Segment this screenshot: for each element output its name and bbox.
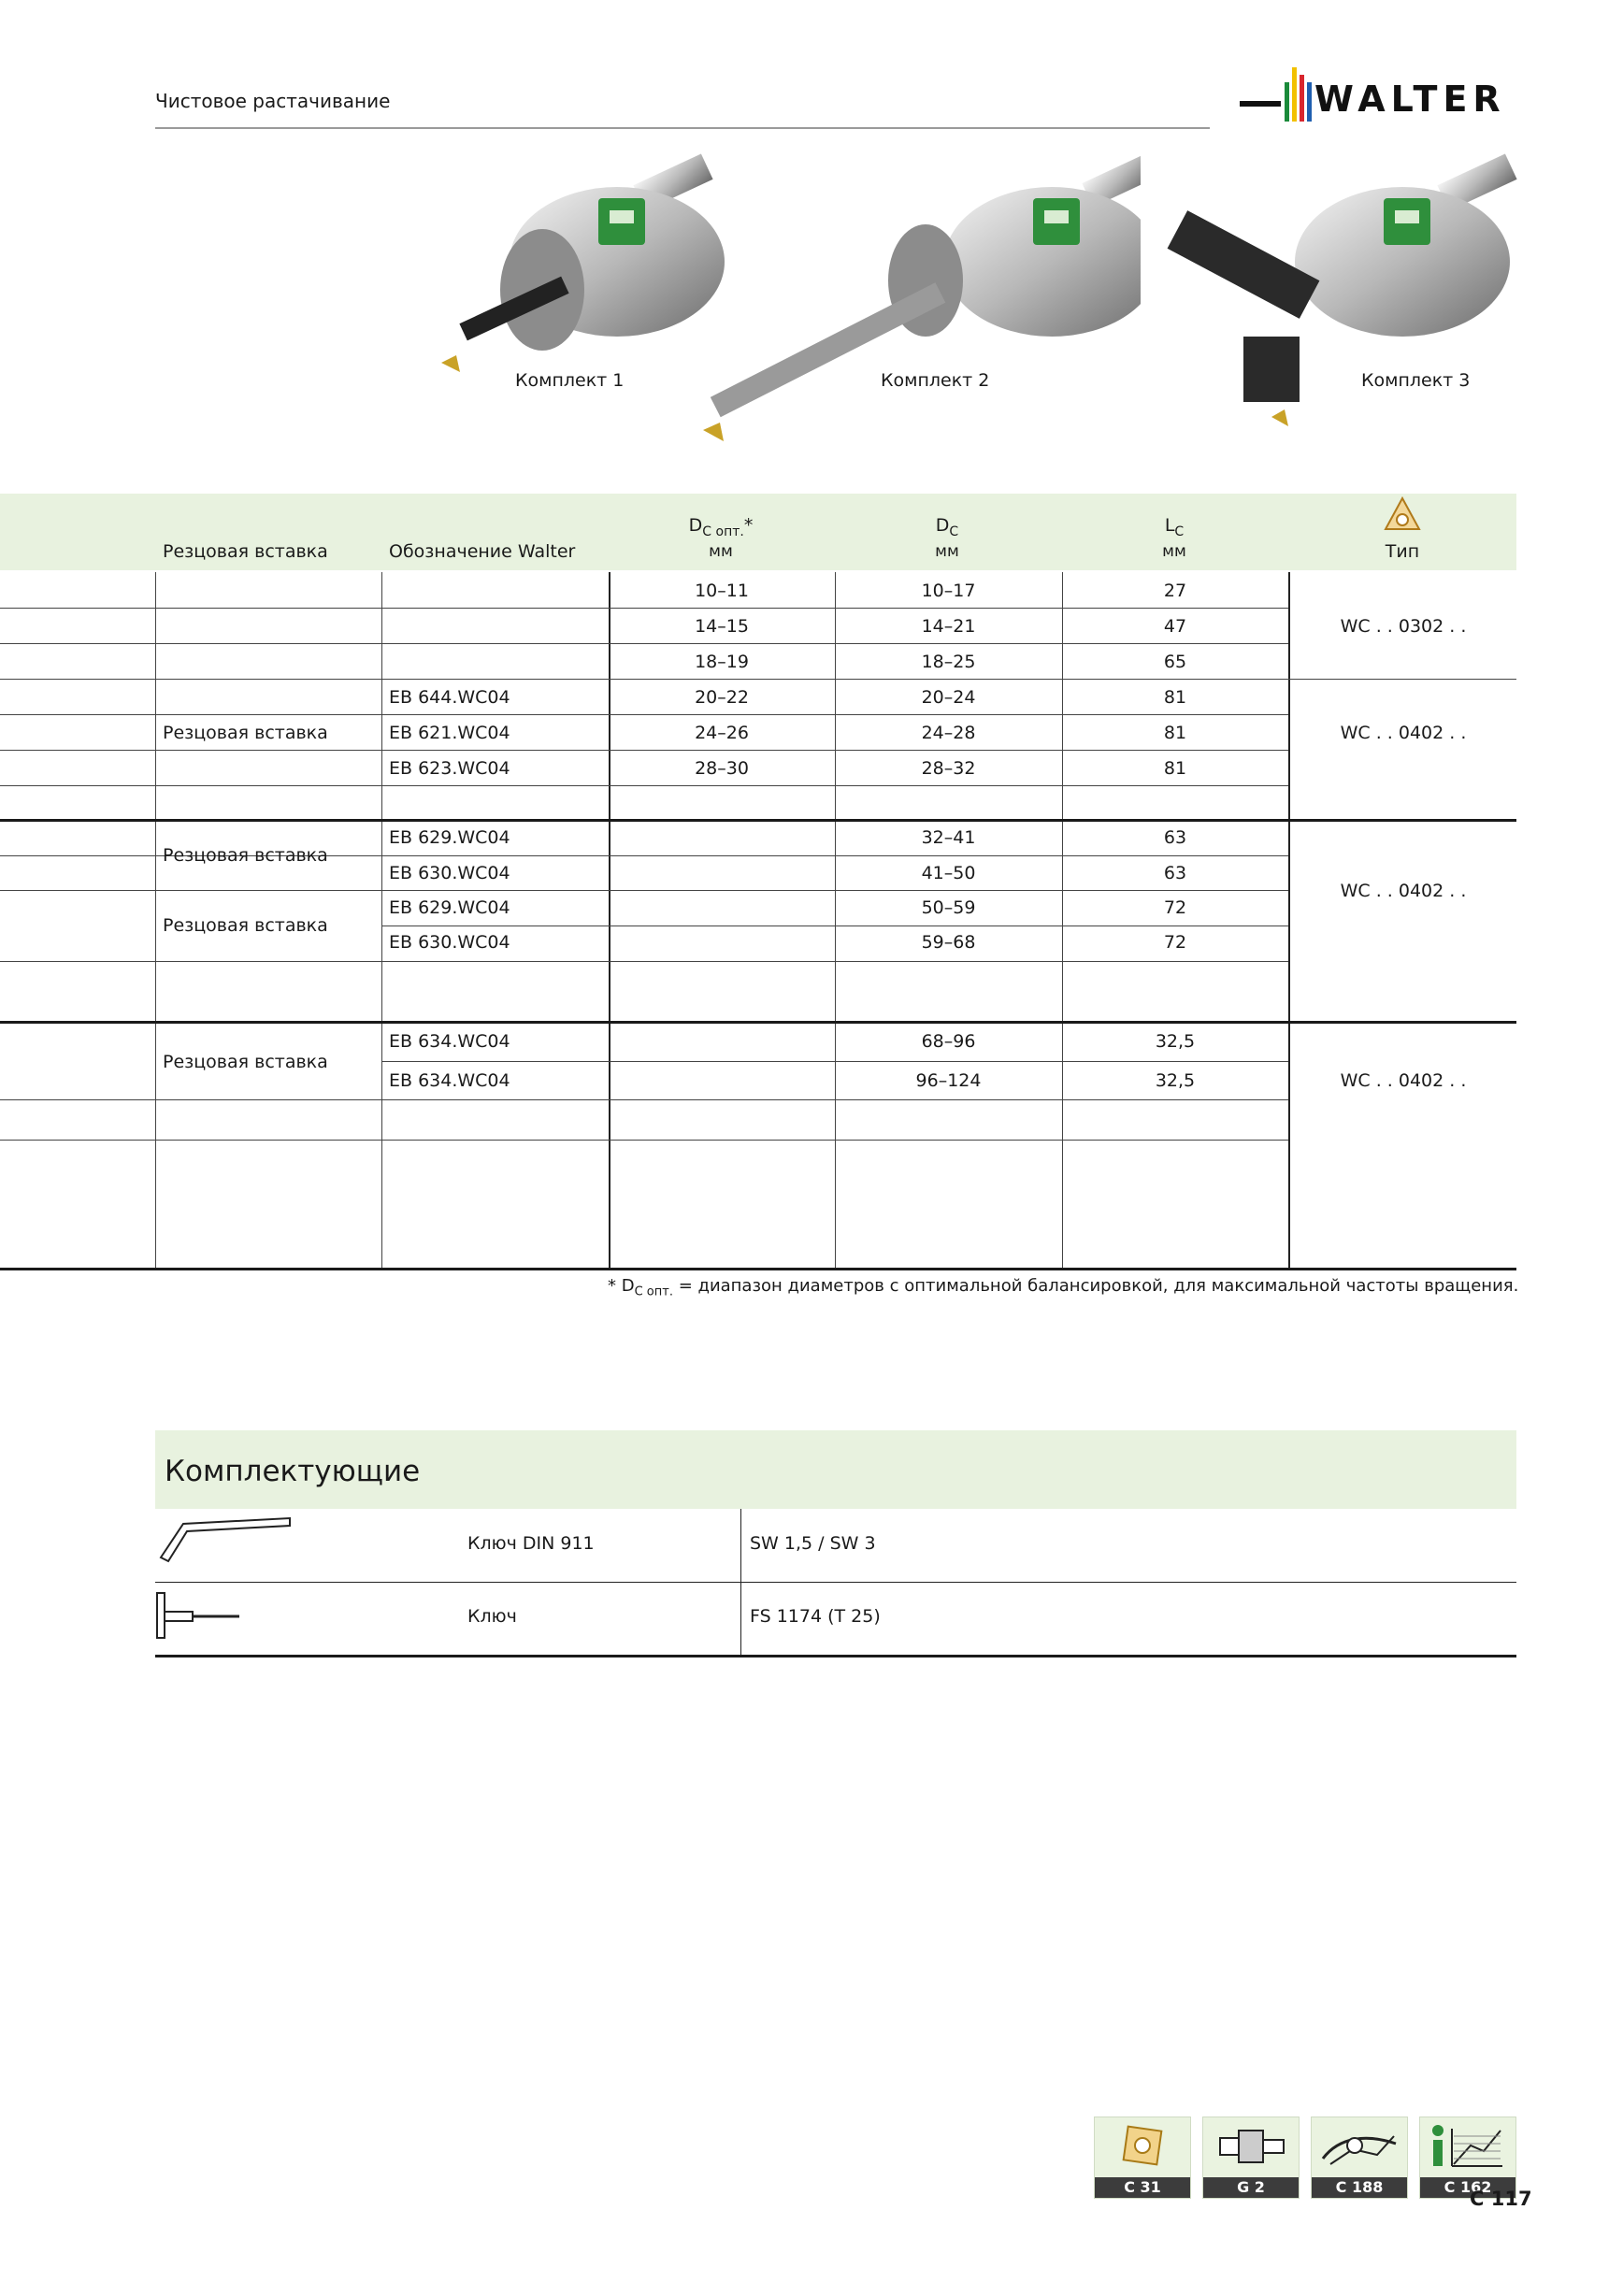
cell-lc: 72	[1163, 932, 1187, 953]
hex-key-icon	[155, 1511, 295, 1567]
accessories-divider	[740, 1509, 741, 1657]
cell-lc: 81	[1163, 758, 1187, 779]
grid-h	[0, 1099, 1288, 1100]
ref-badge-g2[interactable]	[1202, 2117, 1300, 2199]
footnote-subscript: C опт.	[634, 1284, 673, 1299]
col-unit-dc: мм	[935, 542, 959, 561]
cell-dc-opt: 14–15	[695, 616, 749, 637]
grid-h	[0, 961, 1288, 962]
handbook-icon	[1312, 2117, 1407, 2177]
accessory-name: Ключ	[467, 1606, 517, 1627]
cell-dc: 59–68	[921, 932, 976, 953]
section-title: Чистовое растачивание	[155, 90, 391, 112]
cell-designation: EB 629.WC04	[389, 897, 510, 918]
dc-opt-star: *	[743, 515, 754, 536]
cell-lc: 81	[1163, 723, 1187, 743]
cell-insert: Резцовая вставка	[163, 1052, 328, 1072]
cell-dc: 96–124	[915, 1070, 982, 1091]
cell-dc: 50–59	[921, 897, 976, 918]
cell-lc: 32,5	[1155, 1070, 1196, 1091]
grid-v4	[835, 572, 836, 1270]
t-handle-key-icon	[155, 1586, 249, 1651]
dc-opt-subscript: C опт.	[702, 524, 744, 539]
cell-lc: 47	[1163, 616, 1187, 637]
col-header-lc	[1062, 514, 1286, 543]
cell-dc: 24–28	[921, 723, 976, 743]
cell-lc: 63	[1163, 827, 1187, 848]
col-header-dc-opt	[609, 514, 833, 543]
badge-label: G 2	[1203, 2177, 1299, 2198]
grid-h	[0, 750, 1288, 751]
grid-h	[0, 643, 1288, 644]
cell-type: WC . . 0402 . .	[1340, 723, 1467, 743]
col-unit-dc-opt: мм	[709, 542, 733, 561]
badge-label: C 188	[1312, 2177, 1407, 2198]
kit-2-image	[692, 150, 1141, 449]
cell-designation: EB 630.WC04	[389, 932, 510, 953]
grid-h	[0, 785, 1288, 786]
cell-dc: 68–96	[921, 1031, 976, 1052]
grid-h-thick	[0, 1268, 1516, 1270]
cell-type: WC . . 0302 . .	[1340, 616, 1467, 637]
cell-dc: 14–21	[921, 616, 976, 637]
cell-lc: 81	[1163, 687, 1187, 708]
grid-h-thick	[0, 1021, 1516, 1024]
accessory-name: Ключ DIN 911	[467, 1533, 595, 1554]
cell-designation: EB 634.WC04	[389, 1031, 510, 1052]
cell-dc-opt: 10–11	[695, 581, 749, 601]
cell-designation: EB 623.WC04	[389, 758, 510, 779]
kit-1-label: Комплект 1	[515, 370, 625, 391]
cell-lc: 32,5	[1155, 1031, 1196, 1052]
table-footnote	[608, 1276, 1518, 1299]
accessories-title: Комплектующие	[165, 1455, 421, 1488]
accessories-bottom-line	[155, 1655, 1516, 1657]
accessories-row-line	[155, 1582, 1516, 1583]
grid-h-thick	[0, 819, 1516, 822]
cell-lc: 63	[1163, 863, 1187, 883]
grid-h	[381, 1061, 1288, 1062]
grid-h	[0, 608, 1288, 609]
cell-insert: Резцовая вставка	[163, 915, 328, 936]
col-header-type: Тип	[1385, 541, 1420, 562]
header-rule	[155, 127, 1210, 129]
cell-dc: 32–41	[921, 827, 976, 848]
kit-2-label: Комплект 2	[881, 370, 990, 391]
insert-icon	[1095, 2117, 1190, 2177]
cell-lc: 72	[1163, 897, 1187, 918]
kit-3-image	[1159, 150, 1533, 439]
accessory-value: SW 1,5 / SW 3	[750, 1533, 876, 1554]
ref-badge-c162[interactable]	[1419, 2117, 1516, 2199]
footnote-symbol: * D	[608, 1276, 635, 1296]
col-header-dc	[835, 514, 1059, 543]
cell-type: WC . . 0402 . .	[1340, 881, 1467, 901]
lc-symbol: L	[1164, 515, 1175, 536]
cell-dc-opt: 24–26	[695, 723, 749, 743]
footnote-text: = диапазон диаметров с оптимальной балансировкой, для максимальной частоты вращения.	[672, 1276, 1519, 1296]
cell-designation: EB 644.WC04	[389, 687, 510, 708]
grid-h	[0, 890, 1288, 891]
page-number: C 117	[1470, 2188, 1532, 2210]
info-chart-icon	[1420, 2117, 1515, 2177]
grid-v2	[381, 572, 382, 1270]
insert-type-icon	[1382, 495, 1423, 537]
cell-dc: 18–25	[921, 652, 976, 672]
col-header-designation: Обозначение Walter	[389, 541, 576, 562]
cell-dc-opt: 20–22	[695, 687, 749, 708]
cell-designation: EB 629.WC04	[389, 827, 510, 848]
dc-opt-symbol: D	[688, 515, 703, 536]
grid-h	[0, 714, 1288, 715]
kit-3-label: Комплект 3	[1361, 370, 1471, 391]
col-header-insert: Резцовая вставка	[163, 541, 328, 562]
dc-subscript: C	[949, 524, 959, 539]
cell-dc: 20–24	[921, 687, 976, 708]
cell-lc: 65	[1163, 652, 1187, 672]
grid-h	[0, 1140, 1288, 1141]
cell-dc: 10–17	[921, 581, 976, 601]
cell-dc: 28–32	[921, 758, 976, 779]
grid-v6	[1288, 572, 1290, 1270]
col-unit-lc: мм	[1162, 542, 1186, 561]
cell-insert: Резцовая вставка	[163, 723, 328, 743]
cell-designation: EB 634.WC04	[389, 1070, 510, 1091]
grid-v3	[609, 572, 610, 1270]
badge-label: C 162	[1420, 2177, 1515, 2198]
cell-type: WC . . 0402 . .	[1340, 1070, 1467, 1091]
cell-dc-opt: 18–19	[695, 652, 749, 672]
tool-holder-icon	[1203, 2117, 1299, 2177]
cell-designation: EB 630.WC04	[389, 863, 510, 883]
lc-subscript: C	[1174, 524, 1185, 539]
dc-symbol: D	[935, 515, 950, 536]
cell-dc-opt: 28–30	[695, 758, 749, 779]
badge-label: C 31	[1095, 2177, 1190, 2198]
ref-badge-c31[interactable]	[1094, 2117, 1191, 2199]
ref-badge-c188[interactable]	[1311, 2117, 1408, 2199]
cell-dc: 41–50	[921, 863, 976, 883]
logo-text: WALTER	[1314, 79, 1506, 120]
cell-lc: 27	[1163, 581, 1187, 601]
grid-v5	[1062, 572, 1063, 1270]
grid-v1	[155, 572, 156, 1270]
cell-insert: Резцовая вставка	[163, 845, 328, 866]
grid-h	[0, 679, 1516, 680]
accessory-value: FS 1174 (T 25)	[750, 1606, 881, 1627]
cell-designation: EB 621.WC04	[389, 723, 510, 743]
